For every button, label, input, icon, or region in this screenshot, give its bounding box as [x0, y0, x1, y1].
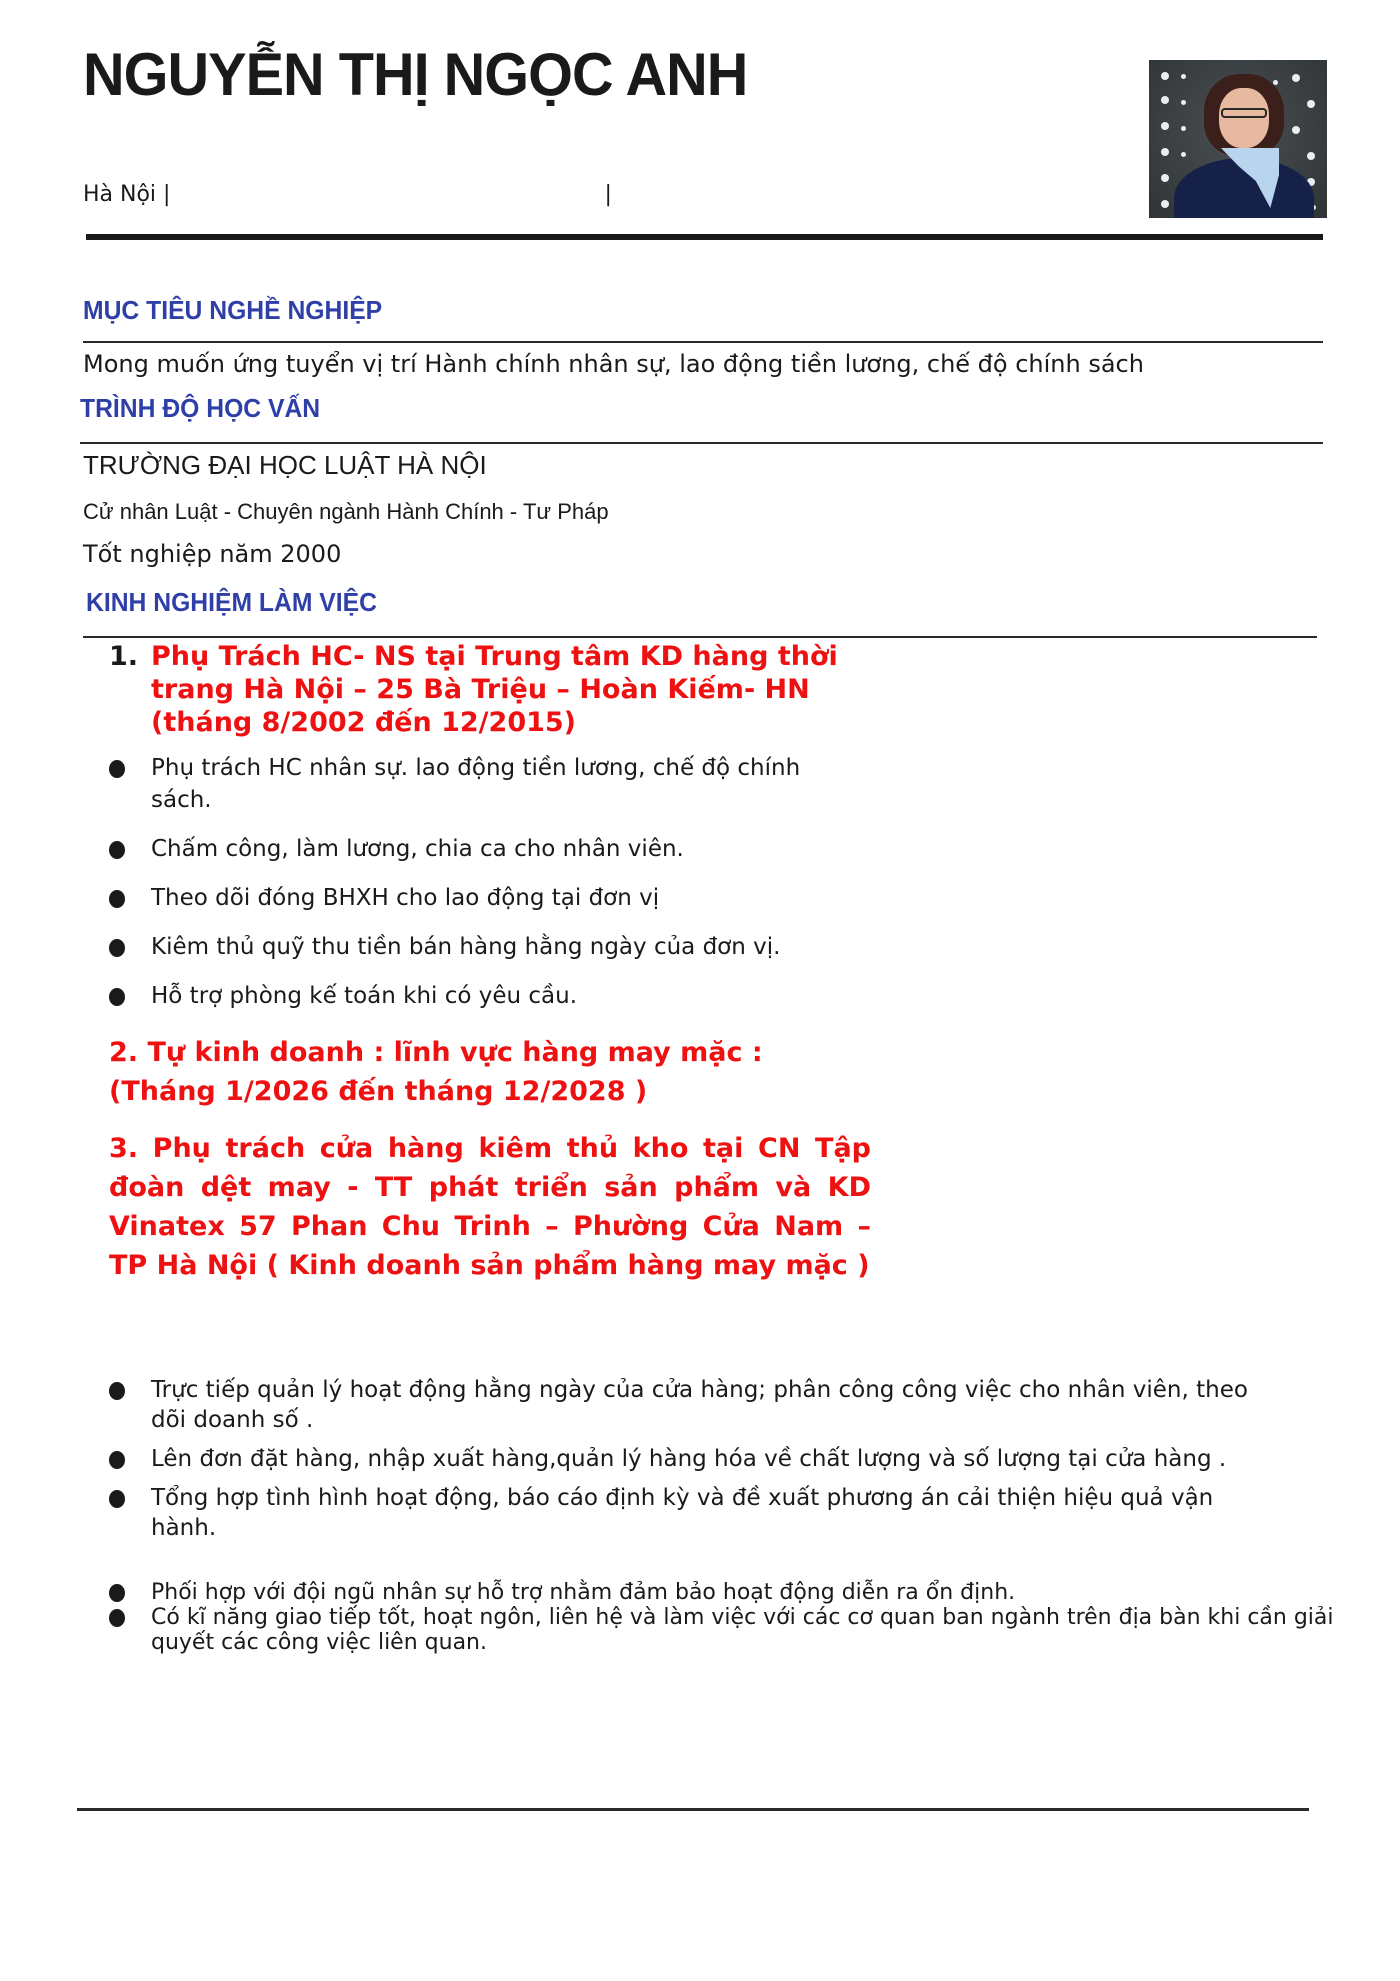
list-item: Có kĩ năng giao tiếp tốt, hoạt ngôn, liên hệ và làm việc với các cơ quan ban ngành trên địa bàn khi cần giải quyết các công việc liên quan.	[109, 1605, 1349, 1655]
list-item: Phối hợp với đội ngũ nhân sự hỗ trợ nhằm đảm bảo hoạt động diễn ra ổn định.	[109, 1580, 1349, 1605]
list-item: Chấm công, làm lương, chia ca cho nhân viên.	[109, 833, 869, 865]
bullet-icon	[109, 1490, 125, 1508]
separator: |	[604, 182, 612, 207]
job-1-duties	[109, 752, 869, 1029]
list-item: Kiêm thủ quỹ thu tiền bán hàng hằng ngày của đơn vị.	[109, 931, 869, 963]
job-number: 1.	[109, 641, 139, 672]
footer-divider	[77, 1808, 1309, 1811]
section-divider	[83, 341, 1323, 343]
job-title-3: 3. Phụ trách cửa hàng kiêm thủ kho tại CN Tập đoàn dệt may - TT phát triển sản phẩm và KD Vinatex 57 Phan Chu Trinh – Phường Cửa Nam – TP Hà Nội ( Kinh doanh sản phẩm hàng may mặc )	[109, 1133, 871, 1281]
graduation-year: Tốt nghiệp năm 2000	[83, 540, 342, 568]
job-3-duties-more	[109, 1580, 1349, 1655]
bullet-icon	[109, 760, 125, 778]
list-item: Tổng hợp tình hình hoạt động, báo cáo định kỳ và đề xuất phương án cải thiện hiệu quả vận hành.	[109, 1483, 1279, 1543]
contact-line	[83, 182, 612, 207]
bullet-icon	[109, 841, 125, 859]
list-item: Trực tiếp quản lý hoạt động hằng ngày của cửa hàng; phân công công việc cho nhân viên, theo dõi doanh số .	[109, 1375, 1279, 1435]
section-title-experience: KINH NGHIỆM LÀM VIỆC	[86, 587, 377, 617]
degree: Cử nhân Luật - Chuyên ngành Hành Chính - Tư Pháp	[83, 499, 609, 524]
bullet-icon	[109, 1584, 125, 1602]
list-item: Hỗ trợ phòng kế toán khi có yêu cầu.	[109, 980, 869, 1012]
bullet-icon	[109, 1451, 125, 1469]
bullet-icon	[109, 988, 125, 1006]
bullet-icon	[109, 1382, 125, 1400]
section-title-objective: MỤC TIÊU NGHỀ NGHIỆP	[83, 295, 383, 325]
objective-text: Mong muốn ứng tuyển vị trí Hành chính nhân sự, lao động tiền lương, chế độ chính sách	[83, 350, 1144, 378]
bullet-icon	[109, 890, 125, 908]
bullet-icon	[109, 939, 125, 957]
section-divider	[83, 636, 1317, 638]
list-item: Lên đơn đặt hàng, nhập xuất hàng,quản lý hàng hóa về chất lượng và số lượng tại cửa hàng .	[109, 1444, 1279, 1474]
list-item: Theo dõi đóng BHXH cho lao động tại đơn vị	[109, 882, 869, 914]
school-name: TRƯỜNG ĐẠI HỌC LUẬT HÀ NỘI	[83, 450, 487, 480]
job-title-2: 2. Tự kinh doanh : lĩnh vực hàng may mặc : (Tháng 1/2026 đến tháng 12/2028 )	[109, 1037, 763, 1107]
job-3-duties	[109, 1375, 1279, 1543]
separator: |	[163, 182, 171, 207]
profile-photo	[1149, 60, 1327, 218]
section-divider	[80, 442, 1323, 444]
bullet-icon	[109, 1609, 125, 1627]
section-title-education: TRÌNH ĐỘ HỌC VẤN	[80, 393, 321, 423]
candidate-name: NGUYỄN THỊ NGỌC ANH	[83, 41, 748, 108]
header-divider	[86, 234, 1323, 240]
job-title-1: 1. Phụ Trách HC- NS tại Trung tâm KD hàng thời trang Hà Nội – 25 Bà Triệu – Hoàn Kiếm- HN (tháng 8/2002 đến 12/2015)	[109, 641, 838, 738]
list-item: Phụ trách HC nhân sự. lao động tiền lương, chế độ chính sách.	[109, 752, 851, 816]
location: Hà Nội	[83, 182, 157, 207]
